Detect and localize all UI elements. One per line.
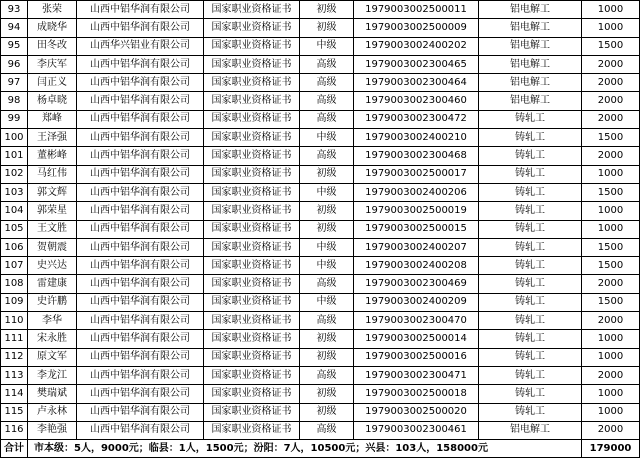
cell-level: 高级 <box>300 312 354 330</box>
cell-name: 杨卓晓 <box>28 92 77 110</box>
cell-company: 山西中铝华润有限公司 <box>77 1 204 19</box>
cell-index: 97 <box>1 74 28 92</box>
cell-company: 山西中铝华润有限公司 <box>77 275 204 293</box>
cell-level: 初级 <box>300 202 354 220</box>
cell-company: 山西中铝华润有限公司 <box>77 129 204 147</box>
cell-cert-number: 1979003002300471 <box>354 366 479 384</box>
table-row <box>1 37 640 55</box>
table-row <box>1 385 640 403</box>
table-body <box>1 1 640 440</box>
cell-index: 107 <box>1 257 28 275</box>
cell-certificate: 国家职业资格证书 <box>204 37 300 55</box>
cell-cert-number: 1979003002400207 <box>354 238 479 256</box>
cell-company: 山西中铝华润有限公司 <box>77 147 204 165</box>
table-row <box>1 1 640 19</box>
cell-amount: 2000 <box>582 55 640 73</box>
cell-occupation: 铸轧工 <box>479 403 582 421</box>
cell-certificate: 国家职业资格证书 <box>204 330 300 348</box>
cell-occupation: 铸轧工 <box>479 293 582 311</box>
cell-name: 郭文辉 <box>28 183 77 201</box>
cell-company: 山西中铝华润有限公司 <box>77 366 204 384</box>
cell-index: 115 <box>1 403 28 421</box>
cell-certificate: 国家职业资格证书 <box>204 385 300 403</box>
cell-occupation: 铸轧工 <box>479 385 582 403</box>
cell-level: 初级 <box>300 330 354 348</box>
cell-certificate: 国家职业资格证书 <box>204 1 300 19</box>
cell-cert-number: 1979003002400208 <box>354 257 479 275</box>
cell-occupation: 铸轧工 <box>479 238 582 256</box>
cell-index: 110 <box>1 312 28 330</box>
cell-amount: 1500 <box>582 293 640 311</box>
cell-amount: 1000 <box>582 165 640 183</box>
cell-index: 95 <box>1 37 28 55</box>
cell-cert-number: 1979003002300460 <box>354 92 479 110</box>
cell-company: 山西华兴铝业有限公司 <box>77 37 204 55</box>
cell-occupation: 铝电解工 <box>479 37 582 55</box>
cell-amount: 2000 <box>582 74 640 92</box>
cell-occupation: 铝电解工 <box>479 55 582 73</box>
cell-index: 93 <box>1 1 28 19</box>
cell-index: 101 <box>1 147 28 165</box>
cell-name: 王泽强 <box>28 129 77 147</box>
table-row <box>1 92 640 110</box>
cell-occupation: 铸轧工 <box>479 275 582 293</box>
cell-name: 贺朝震 <box>28 238 77 256</box>
table-row <box>1 403 640 421</box>
total-row <box>1 440 640 458</box>
cell-name: 田冬改 <box>28 37 77 55</box>
cell-cert-number: 1979003002400202 <box>354 37 479 55</box>
cell-index: 103 <box>1 183 28 201</box>
cell-company: 山西中铝华润有限公司 <box>77 257 204 275</box>
cell-certificate: 国家职业资格证书 <box>204 74 300 92</box>
cell-index: 116 <box>1 421 28 439</box>
cell-company: 山西中铝华润有限公司 <box>77 74 204 92</box>
cell-amount: 1500 <box>582 37 640 55</box>
cell-certificate: 国家职业资格证书 <box>204 110 300 128</box>
cell-occupation: 铸轧工 <box>479 257 582 275</box>
cell-level: 初级 <box>300 220 354 238</box>
cell-cert-number: 1979003002400209 <box>354 293 479 311</box>
cell-amount: 2000 <box>582 366 640 384</box>
cell-company: 山西中铝华润有限公司 <box>77 348 204 366</box>
cell-index: 112 <box>1 348 28 366</box>
cell-occupation: 铸轧工 <box>479 348 582 366</box>
cell-cert-number: 1979003002500011 <box>354 1 479 19</box>
cell-cert-number: 1979003002300470 <box>354 312 479 330</box>
cell-name: 雷建康 <box>28 275 77 293</box>
cell-level: 中级 <box>300 37 354 55</box>
cell-cert-number: 1979003002300468 <box>354 147 479 165</box>
cell-index: 94 <box>1 19 28 37</box>
cell-amount: 1000 <box>582 19 640 37</box>
cell-name: 宋永胜 <box>28 330 77 348</box>
cell-level: 初级 <box>300 348 354 366</box>
cell-cert-number: 1979003002500009 <box>354 19 479 37</box>
cell-level: 初级 <box>300 385 354 403</box>
table-row <box>1 257 640 275</box>
cell-cert-number: 1979003002300461 <box>354 421 479 439</box>
cell-index: 114 <box>1 385 28 403</box>
cell-certificate: 国家职业资格证书 <box>204 275 300 293</box>
cell-index: 99 <box>1 110 28 128</box>
cell-company: 山西中铝华润有限公司 <box>77 293 204 311</box>
cell-name: 郭荣星 <box>28 202 77 220</box>
cell-amount: 1000 <box>582 348 640 366</box>
table-row <box>1 129 640 147</box>
cell-company: 山西中铝华润有限公司 <box>77 202 204 220</box>
cell-certificate: 国家职业资格证书 <box>204 293 300 311</box>
cell-certificate: 国家职业资格证书 <box>204 129 300 147</box>
cell-certificate: 国家职业资格证书 <box>204 19 300 37</box>
cell-certificate: 国家职业资格证书 <box>204 403 300 421</box>
cell-name: 李庆军 <box>28 55 77 73</box>
cell-certificate: 国家职业资格证书 <box>204 220 300 238</box>
cell-index: 111 <box>1 330 28 348</box>
table-row <box>1 19 640 37</box>
cell-occupation: 铝电解工 <box>479 74 582 92</box>
cell-cert-number: 1979003002300464 <box>354 74 479 92</box>
cell-company: 山西中铝华润有限公司 <box>77 183 204 201</box>
cell-cert-number: 1979003002300472 <box>354 110 479 128</box>
cell-certificate: 国家职业资格证书 <box>204 257 300 275</box>
cell-cert-number: 1979003002500020 <box>354 403 479 421</box>
cell-level: 中级 <box>300 183 354 201</box>
cell-occupation: 铝电解工 <box>479 421 582 439</box>
cell-certificate: 国家职业资格证书 <box>204 238 300 256</box>
cell-name: 李华 <box>28 312 77 330</box>
cell-certificate: 国家职业资格证书 <box>204 366 300 384</box>
table-row <box>1 74 640 92</box>
cell-index: 96 <box>1 55 28 73</box>
cell-company: 山西中铝华润有限公司 <box>77 92 204 110</box>
cell-amount: 1500 <box>582 129 640 147</box>
cell-certificate: 国家职业资格证书 <box>204 183 300 201</box>
table-row <box>1 238 640 256</box>
cell-cert-number: 1979003002500015 <box>354 220 479 238</box>
cell-occupation: 铸轧工 <box>479 129 582 147</box>
cell-amount: 2000 <box>582 275 640 293</box>
cell-name: 董彬峰 <box>28 147 77 165</box>
cell-amount: 1000 <box>582 202 640 220</box>
cell-amount: 1500 <box>582 238 640 256</box>
cell-level: 中级 <box>300 293 354 311</box>
table-row <box>1 421 640 439</box>
cell-certificate: 国家职业资格证书 <box>204 348 300 366</box>
cell-amount: 1000 <box>582 385 640 403</box>
cell-level: 中级 <box>300 129 354 147</box>
cell-company: 山西中铝华润有限公司 <box>77 421 204 439</box>
cell-occupation: 铸轧工 <box>479 202 582 220</box>
cell-company: 山西中铝华润有限公司 <box>77 19 204 37</box>
cell-level: 中级 <box>300 238 354 256</box>
table-row <box>1 165 640 183</box>
cell-level: 高级 <box>300 74 354 92</box>
cell-name: 张荣 <box>28 1 77 19</box>
cell-index: 104 <box>1 202 28 220</box>
cell-name: 史兴达 <box>28 257 77 275</box>
table-row <box>1 330 640 348</box>
cell-certificate: 国家职业资格证书 <box>204 55 300 73</box>
cell-certificate: 国家职业资格证书 <box>204 421 300 439</box>
cell-level: 初级 <box>300 19 354 37</box>
table-row <box>1 220 640 238</box>
cell-level: 高级 <box>300 275 354 293</box>
cell-occupation: 铸轧工 <box>479 366 582 384</box>
cell-company: 山西中铝华润有限公司 <box>77 165 204 183</box>
cell-certificate: 国家职业资格证书 <box>204 92 300 110</box>
cell-certificate: 国家职业资格证书 <box>204 202 300 220</box>
cell-occupation: 铝电解工 <box>479 19 582 37</box>
cell-amount: 1000 <box>582 403 640 421</box>
total-amount: 179000 <box>582 440 640 458</box>
cell-occupation: 铸轧工 <box>479 147 582 165</box>
cell-index: 105 <box>1 220 28 238</box>
cell-company: 山西中铝华润有限公司 <box>77 220 204 238</box>
cell-cert-number: 1979003002300469 <box>354 275 479 293</box>
cell-amount: 2000 <box>582 92 640 110</box>
table-row <box>1 366 640 384</box>
cell-occupation: 铸轧工 <box>479 330 582 348</box>
cell-amount: 2000 <box>582 312 640 330</box>
cell-name: 李艳强 <box>28 421 77 439</box>
cell-level: 高级 <box>300 92 354 110</box>
cell-occupation: 铸轧工 <box>479 312 582 330</box>
cell-level: 中级 <box>300 257 354 275</box>
cell-company: 山西中铝华润有限公司 <box>77 55 204 73</box>
cell-certificate: 国家职业资格证书 <box>204 165 300 183</box>
cell-name: 郑峰 <box>28 110 77 128</box>
cell-amount: 1500 <box>582 257 640 275</box>
cell-occupation: 铸轧工 <box>479 220 582 238</box>
table-row <box>1 183 640 201</box>
cell-company: 山西中铝华润有限公司 <box>77 238 204 256</box>
cell-level: 初级 <box>300 1 354 19</box>
cell-occupation: 铝电解工 <box>479 1 582 19</box>
table-row <box>1 293 640 311</box>
total-summary: 市本级：5人，9000元；临县：1人，1500元；汾阳：7人，10500元；兴县：103人，158000元 <box>28 440 582 458</box>
table-row <box>1 275 640 293</box>
cell-name: 史许鹏 <box>28 293 77 311</box>
cell-cert-number: 1979003002400210 <box>354 129 479 147</box>
cell-name: 成晓华 <box>28 19 77 37</box>
cell-level: 初级 <box>300 403 354 421</box>
cell-company: 山西中铝华润有限公司 <box>77 385 204 403</box>
cell-company: 山西中铝华润有限公司 <box>77 312 204 330</box>
cell-company: 山西中铝华润有限公司 <box>77 330 204 348</box>
cell-cert-number: 1979003002300465 <box>354 55 479 73</box>
cell-level: 初级 <box>300 165 354 183</box>
table-row <box>1 202 640 220</box>
cell-level: 高级 <box>300 366 354 384</box>
cell-name: 马红伟 <box>28 165 77 183</box>
cell-index: 100 <box>1 129 28 147</box>
cell-amount: 1000 <box>582 220 640 238</box>
table-row <box>1 55 640 73</box>
cell-index: 106 <box>1 238 28 256</box>
cell-amount: 1000 <box>582 330 640 348</box>
cell-cert-number: 1979003002500014 <box>354 330 479 348</box>
cell-amount: 1500 <box>582 183 640 201</box>
cell-amount: 2000 <box>582 421 640 439</box>
cell-occupation: 铸轧工 <box>479 110 582 128</box>
table-row <box>1 348 640 366</box>
cell-certificate: 国家职业资格证书 <box>204 312 300 330</box>
cell-company: 山西中铝华润有限公司 <box>77 110 204 128</box>
cell-amount: 1000 <box>582 1 640 19</box>
cell-name: 李龙江 <box>28 366 77 384</box>
cell-index: 113 <box>1 366 28 384</box>
cell-amount: 2000 <box>582 110 640 128</box>
cell-amount: 2000 <box>582 147 640 165</box>
cell-cert-number: 1979003002500016 <box>354 348 479 366</box>
cell-level: 高级 <box>300 110 354 128</box>
cell-cert-number: 1979003002500017 <box>354 165 479 183</box>
cell-occupation: 铸轧工 <box>479 183 582 201</box>
cell-certificate: 国家职业资格证书 <box>204 147 300 165</box>
total-label: 合计 <box>1 440 28 458</box>
cell-index: 109 <box>1 293 28 311</box>
cell-cert-number: 1979003002400206 <box>354 183 479 201</box>
cell-level: 高级 <box>300 421 354 439</box>
cell-name: 樊瑞斌 <box>28 385 77 403</box>
cell-level: 高级 <box>300 147 354 165</box>
cell-cert-number: 1979003002500019 <box>354 202 479 220</box>
cell-index: 102 <box>1 165 28 183</box>
cell-occupation: 铝电解工 <box>479 92 582 110</box>
cell-cert-number: 1979003002500018 <box>354 385 479 403</box>
cell-level: 高级 <box>300 55 354 73</box>
cell-occupation: 铸轧工 <box>479 165 582 183</box>
cell-index: 98 <box>1 92 28 110</box>
table-row <box>1 110 640 128</box>
cell-name: 王文胜 <box>28 220 77 238</box>
cell-name: 原文军 <box>28 348 77 366</box>
table-row <box>1 312 640 330</box>
cell-name: 卢永林 <box>28 403 77 421</box>
cell-index: 108 <box>1 275 28 293</box>
cell-name: 闫正义 <box>28 74 77 92</box>
table-row <box>1 147 640 165</box>
cell-company: 山西中铝华润有限公司 <box>77 403 204 421</box>
